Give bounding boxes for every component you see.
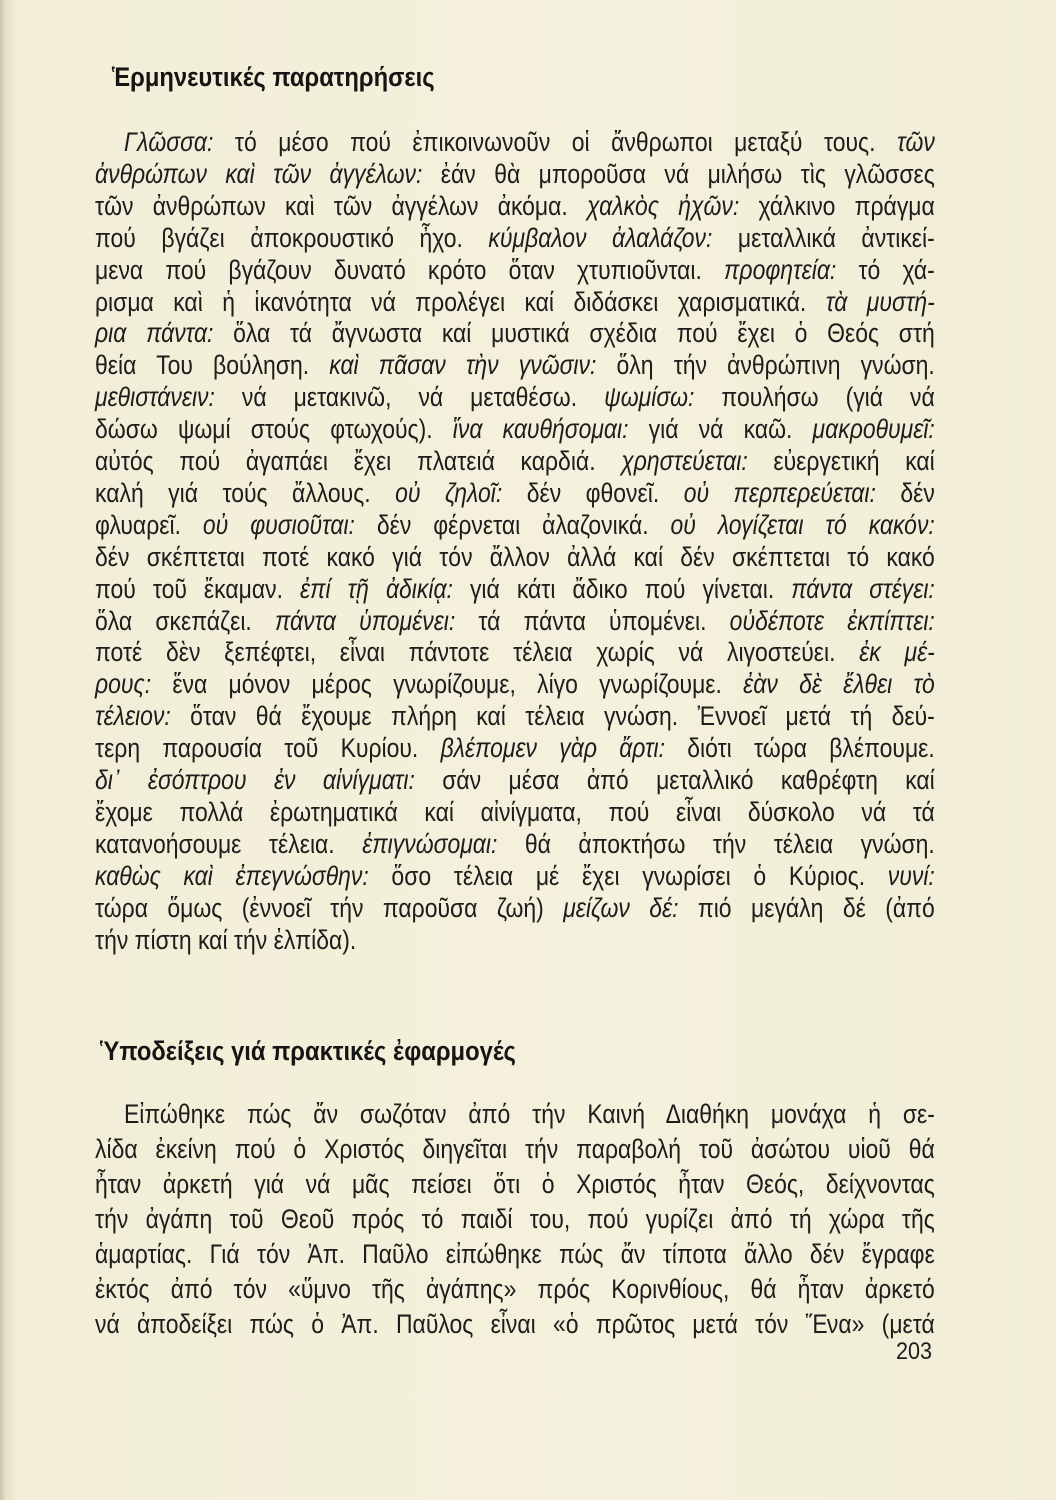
lemma-term: τέλειον:: [95, 701, 171, 732]
explanation-text: ὅταν θά ἔχουμε πλήρη καί τέλεια γνώση. Ἐννοεῖ μετά τή δεύ-: [170, 701, 935, 732]
explanation-text: ὅλα σκεπάζει.: [95, 605, 275, 636]
explanation-text: ὅσο τέλεια μέ ἔχει γνωρίσει ὁ Κύριος.: [368, 860, 888, 891]
text-line: [95, 636, 935, 668]
lemma-term: ρια πάντα:: [95, 318, 214, 349]
explanation-text: Εἰπώθηκε πώς ἄν σωζόταν ἀπό τήν Καινή Διαθήκη μονάχα ἡ σε-: [124, 1099, 935, 1129]
explanation-text: ρισμα καὶ ἡ ἱκανότητα νά προλέγει καί διδάσκει χαρισματικά.: [95, 286, 826, 317]
text-line: [95, 477, 935, 509]
text-line: [95, 796, 935, 828]
text-line: [95, 541, 935, 573]
lemma-term: ἀνθρώπων καὶ τῶν ἀγγέλων:: [95, 158, 423, 189]
explanation-text: γιά κάτι ἄδικο πού γίνεται.: [452, 573, 792, 604]
explanation-text: ἦταν ἀρκετή γιά νά μᾶς πείσει ὅτι ὁ Χριστός ἦταν Θεός, δείχνοντας: [95, 1169, 935, 1199]
explanation-text: κατανοήσουμε τέλεια.: [95, 828, 363, 859]
lemma-term: μεθιστάνειν:: [95, 382, 215, 413]
explanation-text: ἕνα μόνον μέρος γνωρίζουμε, λίγο γνωρίζουμε.: [151, 669, 744, 700]
explanation-text: δέν φθονεῖ.: [502, 477, 684, 508]
lemma-term: βλέπομεν γὰρ ἄρτι:: [440, 733, 666, 764]
explanation-text: νά ἀποδείξει πώς ὁ Ἀπ. Παῦλος εἶναι «ὁ πρῶτος μετά τόν Ἕνα» (μετά: [95, 1309, 935, 1339]
explanation-text: τήν ἀγάπη τοῦ Θεοῦ πρός τό παιδί του, πού γυρίζει ἀπό τή χώρα τῆς: [95, 1204, 935, 1234]
explanation-text: χάλκινο πράγμα: [739, 190, 935, 221]
text-line: [95, 509, 935, 541]
explanation-text: πού βγάζει ἀποκρουστικό ἦχο.: [95, 222, 489, 253]
explanation-text: ὅλη τήν ἀνθρώπινη γνώση.: [596, 350, 935, 381]
text-line: [95, 668, 935, 700]
lemma-term: καθὼς καὶ ἐπεγνώσθην:: [95, 860, 369, 891]
explanation-text: σάν μέσα ἀπό μεταλλικό καθρέφτη καί: [414, 765, 935, 795]
text-line: [95, 349, 935, 381]
explanation-text: ἐκτός ἀπό τόν «ὕμνο τῆς ἀγάπης» πρός Κορινθίους, θά ἦταν ἀρκετό: [95, 1274, 935, 1304]
explanation-text: θά ἀποκτήσω τήν τέλεια γνώση.: [497, 828, 935, 859]
lemma-term: ρους:: [95, 669, 152, 700]
section-heading-practical-applications: Ὑποδείξεις γιά πρακτικές ἐφαρμογές: [100, 1036, 516, 1066]
explanation-text: τό χά-: [836, 254, 935, 285]
lemma-term: ἐὰν δὲ ἔλθει τὸ: [743, 669, 935, 700]
text-line: [124, 126, 935, 158]
explanation-text: πιό μεγάλη δέ (ἀπό: [678, 892, 935, 923]
explanation-text: δέν φέρνεται ἀλαζονικά.: [354, 509, 671, 540]
lemma-term: πάντα στέγει:: [791, 573, 935, 604]
lemma-term: τῶν: [896, 127, 935, 157]
text-line: [95, 700, 935, 732]
lemma-term: Γλῶσσα:: [124, 127, 214, 157]
text-line: [95, 860, 935, 892]
lemma-term: μακροθυμεῖ:: [812, 414, 935, 445]
explanation-text: πού τοῦ ἔκαμαν.: [95, 573, 301, 604]
explanation-text: λίδα ἐκείνη πού ὁ Χριστός διηγεῖται τήν παραβολή τοῦ ἀσώτου υἱοῦ θά: [95, 1134, 935, 1164]
text-line: [95, 190, 935, 222]
explanation-text: γιά νά καῶ.: [628, 414, 813, 445]
text-line: [95, 286, 935, 318]
text-line: [95, 924, 935, 956]
explanation-text: νά μετακινῶ, νά μεταθέσω.: [214, 382, 605, 413]
explanation-text: ἁμαρτίας. Γιά τόν Ἀπ. Παῦλο εἰπώθηκε πώς ἄν τίποτα ἄλλο δέν ἔγραφε: [95, 1239, 935, 1269]
lemma-term: οὐ φυσιοῦται:: [202, 509, 355, 540]
text-line: [95, 828, 935, 860]
text-line: [95, 317, 935, 349]
text-line: [95, 381, 935, 413]
lemma-term: μείζων δέ:: [563, 892, 679, 923]
lemma-term: ψωμίσω:: [604, 382, 695, 413]
lemma-term: ἵνα καυθήσομαι:: [452, 414, 629, 445]
lemma-term: κύμβαλον ἀλαλάζον:: [488, 222, 713, 253]
explanation-text: δώσω ψωμί στούς φτωχούς).: [95, 414, 453, 445]
lemma-term: καὶ πᾶσαν τὴν γνῶσιν:: [329, 350, 597, 381]
explanation-text: διότι τώρα βλέπουμε.: [665, 733, 935, 764]
explanation-text: εὐεργετική καί: [747, 446, 935, 476]
lemma-term: οὐ περπερεύεται:: [683, 477, 876, 508]
explanation-text: ὅλα τά ἄγνωστα καί μυστικά σχέδια πού ἔχει ὁ Θεός στή: [213, 318, 935, 349]
lemma-term: οὐδέποτε ἐκπίπτει:: [729, 605, 935, 636]
lemma-term: προφητεία:: [724, 254, 837, 285]
explanation-text: τώρα ὅμως (ἐννοεῖ τήν παροῦσα ζωή): [95, 892, 564, 923]
text-line: [95, 732, 935, 764]
lemma-term: οὐ λογίζεται τό κακόν:: [670, 509, 935, 540]
explanation-text: ποτέ δὲν ξεπέφτει, εἶναι πάντοτε τέλεια χωρίς νά λιγοστεύει.: [95, 637, 860, 668]
explanation-text: πουλήσω (γιά νά: [694, 382, 935, 413]
text-line: [95, 1273, 935, 1305]
lemma-term: τὰ μυστή-: [825, 286, 935, 317]
text-line: [95, 605, 935, 637]
explanation-text: ἐάν θὰ μποροῦσα νά μιλήσω τὶς γλῶσσες: [422, 158, 935, 189]
text-line: [95, 573, 935, 605]
text-line: [95, 413, 935, 445]
explanation-text: δέν: [875, 477, 935, 508]
section-heading-hermeneutic-notes: Ἑρμηνευτικές παρατηρήσεις: [112, 62, 435, 92]
lemma-term: δι᾽ ἐσόπτρου ἐν αἰνίγματι:: [95, 765, 415, 795]
explanation-text: φλυαρεῖ.: [95, 509, 203, 540]
explanation-text: τερη παρουσία τοῦ Κυρίου.: [95, 733, 441, 764]
text-line: [124, 1098, 935, 1130]
lemma-term: ἐπιγνώσομαι:: [362, 828, 498, 859]
text-line: [95, 222, 935, 254]
text-line: [95, 1168, 935, 1200]
lemma-term: πάντα ὑπομένει:: [274, 605, 456, 636]
text-line: [95, 764, 935, 796]
explanation-text: μεταλλικά ἀντικεί-: [712, 222, 935, 253]
lemma-term: χρηστεύεται:: [621, 446, 748, 476]
explanation-text: μενα πού βγάζουν δυνατό κρότο ὅταν χτυπιοῦνται.: [95, 254, 725, 285]
text-line: [95, 1238, 935, 1270]
explanation-text: ἔχομε πολλά ἐρωτηματικά καί αἰνίγματα, πού εἶναι δύσκολο νά τά: [95, 796, 935, 827]
text-line: [95, 254, 935, 286]
explanation-text: τά πάντα ὑπομένει.: [455, 605, 730, 636]
text-line: [95, 1308, 935, 1340]
lemma-term: ἐπί τῇ ἀδικίᾳ:: [300, 573, 453, 604]
explanation-text: τῶν ἀνθρώπων καὶ τῶν ἀγγέλων ἀκόμα.: [95, 190, 588, 221]
lemma-term: νυνί:: [887, 860, 935, 891]
text-line: [95, 1133, 935, 1165]
text-line: [95, 158, 935, 190]
text-line: [95, 892, 935, 924]
lemma-term: ἐκ μέ-: [859, 637, 935, 668]
explanation-text: δέν σκέπτεται ποτέ κακό γιά τόν ἄλλον ἀλλά καί δέν σκέπτεται τό κακό: [95, 541, 935, 572]
text-line: [95, 445, 935, 477]
explanation-text: αὐτός πού ἀγαπάει ἔχει πλατειά καρδιά.: [95, 446, 622, 476]
explanation-text: θεία Του βούληση.: [95, 350, 330, 381]
explanation-text: καλή γιά τούς ἄλλους.: [95, 477, 396, 508]
explanation-text: τό μέσο πού ἐπικοινωνοῦν οἱ ἄνθρωποι μεταξύ τους.: [213, 127, 897, 157]
lemma-term: χαλκὸς ἠχῶν:: [587, 190, 740, 221]
text-line: [95, 1203, 935, 1235]
lemma-term: οὐ ζηλοῖ:: [395, 477, 503, 508]
explanation-text: τήν πίστη καί τήν ἐλπίδα).: [95, 924, 357, 955]
page-number: 203: [896, 1338, 933, 1365]
